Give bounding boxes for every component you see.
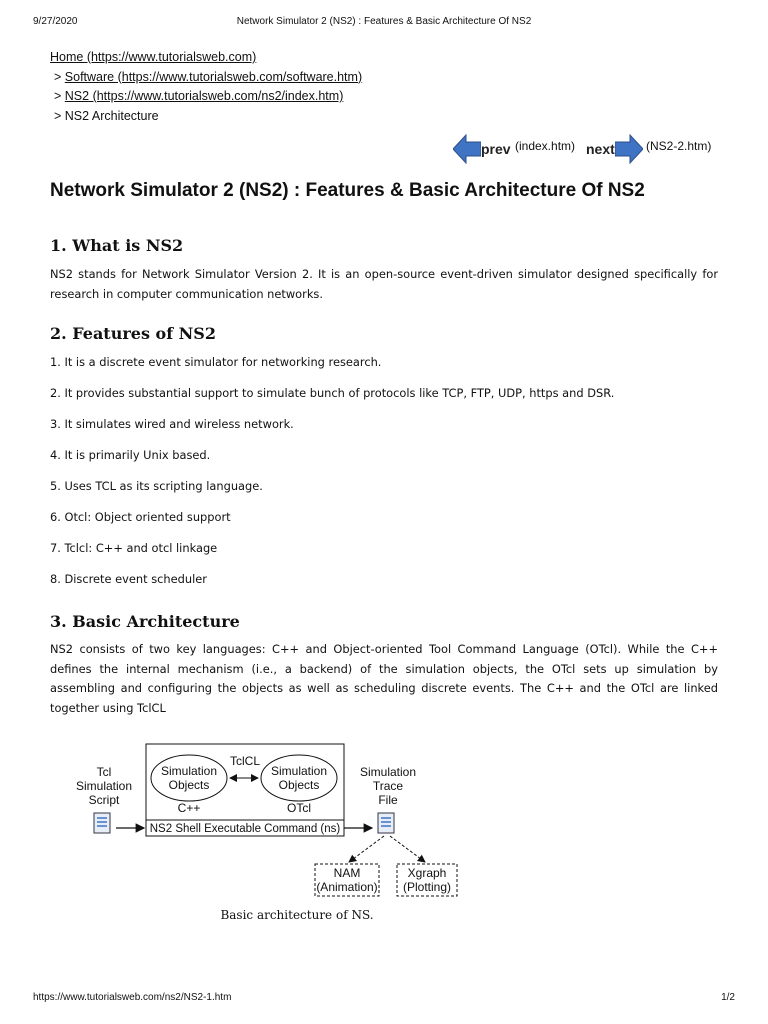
page-number: 1/2 — [721, 992, 735, 1003]
section-heading-features: 2. Features of NS2 — [50, 324, 216, 343]
list-item: 5. Uses TCL as its scripting language. — [50, 479, 263, 493]
nam-label-2: (Animation) — [316, 880, 378, 894]
breadcrumb-home[interactable] — [50, 48, 362, 68]
breadcrumb-current: > NS2 Architecture — [54, 108, 159, 123]
breadcrumb-software[interactable]: > Software (https://www.tutorialsweb.com/software.htm) — [54, 69, 363, 84]
sim-objects-cpp-1: Simulation — [160, 764, 218, 778]
list-item: 1. It is a discrete event simulator for networking research. — [50, 355, 382, 369]
otcl-label: OTcl — [287, 801, 311, 815]
section-heading-architecture: 3. Basic Architecture — [50, 612, 240, 631]
trace-label-3: File — [378, 793, 398, 807]
print-url: https://www.tutorialsweb.com/ns2/NS2-1.htm — [33, 992, 232, 1003]
breadcrumb-ns2[interactable]: > NS2 (https://www.tutorialsweb.com/ns2/index.htm) — [54, 89, 344, 103]
xgraph-label-1: Xgraph — [407, 866, 447, 880]
page-title: Network Simulator 2 (NS2) : Features & Basic Architecture Of NS2 — [50, 180, 645, 201]
list-item: 8. Discrete event scheduler — [50, 572, 207, 586]
prev-link[interactable]: prev — [481, 141, 511, 157]
shell-command-label: NS2 Shell Executable Command (ns) — [149, 823, 341, 835]
trace-label-2: Trace — [372, 779, 404, 793]
sim-objects-otcl-2: Objects — [278, 778, 320, 792]
list-item: 3. It simulates wired and wireless network. — [50, 417, 294, 431]
xgraph-label-2: (Plotting) — [402, 880, 452, 894]
architecture-diagram — [70, 738, 470, 928]
print-date: 9/27/2020 — [33, 16, 78, 27]
list-item: 6. Otcl: Object oriented support — [50, 510, 231, 524]
next-href: (NS2-2.htm) — [646, 139, 712, 153]
trace-label-1: Simulation — [359, 765, 417, 779]
section-heading-what-is-ns2: 1. What is NS2 — [50, 236, 184, 255]
list-item: 7. Tclcl: C++ and otcl linkage — [50, 541, 218, 555]
print-header — [0, 16, 768, 30]
print-title: Network Simulator 2 (NS2) : Features & Basic Architecture Of NS2 — [236, 16, 532, 27]
breadcrumb-link[interactable]: Home (https://www.tutorialsweb.com) — [50, 50, 257, 64]
list-item: 2. It provides substantial support to simulate bunch of protocols like TCP, FTP, UDP, https and DSR. — [50, 386, 615, 400]
breadcrumb — [50, 48, 362, 126]
breadcrumb-link[interactable]: Software (https://www.tutorialsweb.com/software.htm) — [64, 69, 363, 84]
sim-objects-cpp-2: Objects — [168, 778, 210, 792]
section-text-what-is-ns2: NS2 stands for Network Simulator Version 2. It is an open-source event-driven simulator designed specifically for research in computer communication networks. — [50, 267, 718, 301]
tcl-script-label-1: Tcl — [96, 765, 112, 779]
diagram-caption: Basic architecture of NS. — [220, 908, 374, 922]
section-text-architecture: NS2 consists of two key languages: C++ and Object-oriented Tool Command Language (OTcl). While the C++ defines the internal mechanism (i.e., a backend) of the simulation objects, the OTcl sets up simulation by assembling and configuring the objects as well as scheduling discrete events. The C++ and the OTcl are linked together using TclCL — [50, 642, 718, 715]
trace-document-icon — [378, 813, 394, 833]
next-arrow-icon[interactable] — [615, 134, 643, 164]
sim-objects-otcl-1: Simulation — [270, 764, 328, 778]
breadcrumb-link[interactable]: NS2 (https://www.tutorialsweb.com/ns2/index.htm) — [64, 89, 344, 103]
script-document-icon — [94, 813, 110, 833]
tcl-script-label-2: Simulation — [75, 779, 133, 793]
tcl-script-label-3: Script — [88, 793, 120, 807]
cpp-label: C++ — [177, 801, 201, 815]
prev-href: (index.htm) — [515, 139, 576, 153]
list-item: 4. It is primarily Unix based. — [50, 448, 211, 462]
prev-arrow-icon[interactable] — [453, 134, 481, 164]
nam-label-1: NAM — [333, 866, 361, 880]
next-link[interactable]: next — [586, 141, 615, 157]
tclcl-label: TclCL — [229, 754, 261, 768]
